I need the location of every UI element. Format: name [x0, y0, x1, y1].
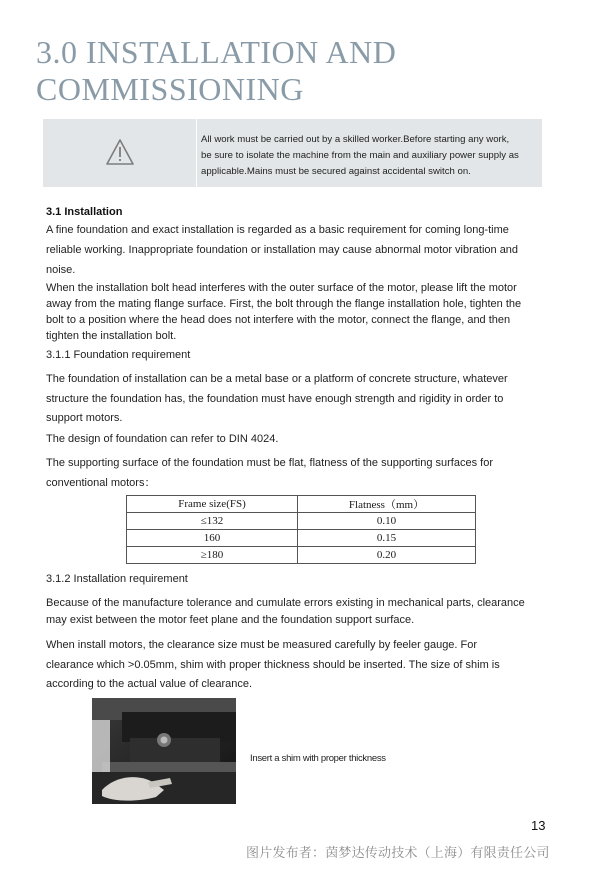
table-cell: 0.10: [298, 513, 476, 530]
text-line: support motors.: [46, 412, 123, 424]
photo-illustration: [92, 698, 236, 804]
text-line: noise.: [46, 264, 76, 276]
installation-paragraph-2: [46, 280, 546, 344]
installation-req-paragraph-2: [46, 636, 546, 695]
text-line: conventional motors：: [46, 477, 156, 489]
table-cell: 160: [127, 530, 298, 547]
foundation-paragraph-2: The design of foundation can refer to DIN 4024.: [46, 433, 279, 445]
page-number: 13: [531, 818, 546, 833]
warning-box: [43, 119, 542, 187]
text-line: A fine foundation and exact installation is regarded as a basic requirement for coming long-time: [46, 224, 509, 236]
page-title: [36, 34, 576, 108]
text-line: The foundation of installation can be a metal base or a platform of concrete structure, whatever: [46, 373, 508, 385]
text-line: bolt to a position where the head does not interfere with the motor, connect the flange, and then: [46, 314, 511, 326]
table-row: [127, 530, 476, 547]
table-row: [127, 513, 476, 530]
title-line-2: COMMISSIONING: [36, 71, 304, 107]
text-line: The supporting surface of the foundation must be flat, flatness of the supporting surfaces for: [46, 457, 493, 469]
text-line: Because of the manufacture tolerance and cumulate errors existing in mechanical parts, clearance: [46, 597, 525, 609]
section-heading-3-1: 3.1 Installation: [46, 206, 123, 218]
table-header-cell: Flatness（mm）: [298, 496, 476, 513]
table-header-cell: Frame size(FS): [127, 496, 298, 513]
text-line: structure the foundation has, the foundation must have enough strength and rigidity in order to: [46, 392, 504, 405]
table-cell: ≥180: [127, 547, 298, 564]
table-cell: ≤132: [127, 513, 298, 530]
photo-caption: Insert a shim with proper thickness: [250, 753, 386, 764]
text-line: according to the actual value of clearance.: [46, 678, 253, 690]
text-line: may exist between the motor feet plane and the foundation support surface.: [46, 614, 415, 626]
text-line: clearance which >0.05mm, shim with proper thickness should be inserted. The size of shim is: [46, 658, 500, 671]
table-row: [127, 547, 476, 564]
table-cell: 0.15: [298, 530, 476, 547]
table-header-row: [127, 496, 476, 513]
installation-paragraph-1: [46, 220, 546, 280]
text-line: tighten the installation bolt.: [46, 330, 177, 342]
publisher-watermark: 图片发布者：茵梦达传动技术（上海）有限责任公司: [246, 846, 550, 861]
text-line: When the installation bolt head interferes with the outer surface of the motor, please lift the motor: [46, 282, 517, 294]
text-line: reliable working. Inappropriate foundation or installation may cause abnormal motor vibration and: [46, 244, 519, 256]
title-line-1: 3.0 INSTALLATION AND: [36, 34, 397, 70]
warning-icon-cell: [43, 119, 197, 187]
shim-installation-photo: [92, 698, 236, 804]
foundation-paragraph-1: [46, 370, 546, 429]
warning-text: [201, 132, 537, 180]
text-line: When install motors, the clearance size must be measured carefully by feeler gauge. For: [46, 639, 478, 651]
warning-triangle-icon: [105, 138, 135, 166]
table-cell: 0.20: [298, 547, 476, 564]
flatness-table: [126, 495, 476, 564]
warning-line: be sure to isolate the machine from the main and auxiliary power supply as: [201, 150, 519, 161]
foundation-paragraph-3: [46, 453, 546, 493]
section-heading-3-1-2: 3.1.2 Installation requirement: [46, 573, 188, 585]
warning-line: All work must be carried out by a skilled worker.Before starting any work,: [201, 134, 510, 145]
warning-line: applicable.Mains must be secured against accidental switch on.: [201, 166, 471, 177]
section-heading-3-1-1: 3.1.1 Foundation requirement: [46, 349, 191, 361]
text-line: away from the mating flange surface. First, the bolt through the flange installation hole, tighten the: [46, 298, 522, 310]
installation-req-paragraph-1: [46, 595, 546, 629]
